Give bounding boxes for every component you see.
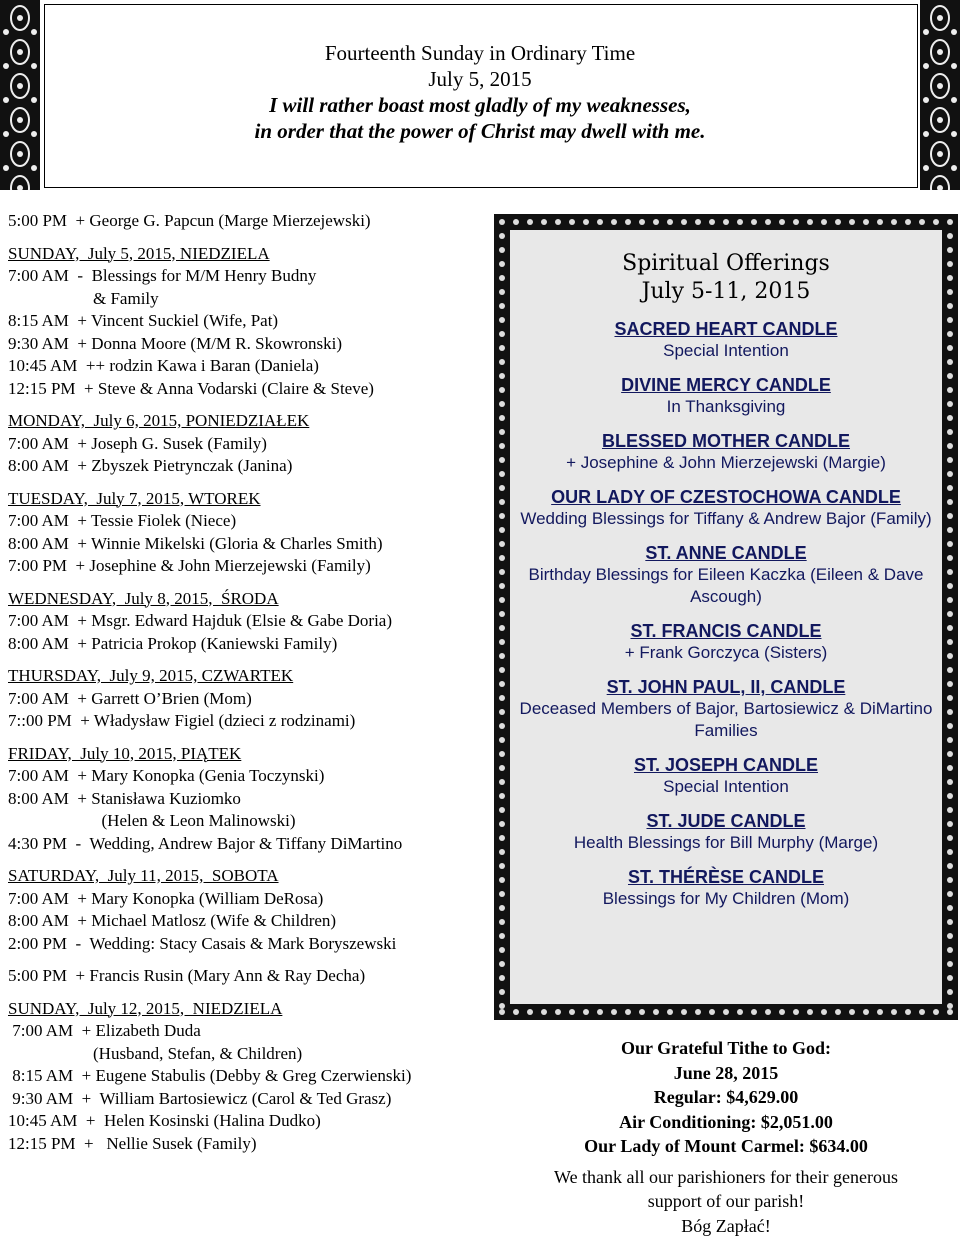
- candle-intention: Blessings for My Children (Mom): [602, 889, 850, 908]
- day-heading: WEDNESDAY, July 8, 2015, ŚRODA: [8, 588, 279, 608]
- candle-intention: In Thanksgiving: [666, 397, 786, 416]
- candle-intention: + Frank Gorczyca (Sisters): [624, 643, 828, 662]
- mass-line: 9:30 AM + Donna Moore (M/M R. Skowronski): [8, 333, 343, 353]
- candle-name: ST. JOHN PAUL, II, CANDLE: [606, 677, 846, 697]
- candle-intention: + Josephine & John Mierzejewski (Margie): [566, 453, 886, 472]
- mass-line: 7:00 AM + Elizabeth Duda: [8, 1021, 201, 1040]
- vine-border-left: [0, 0, 40, 190]
- mass-line: 2:00 PM - Wedding: Stacy Casais & Mark Boryszewski: [8, 933, 397, 953]
- offering-item: [510, 430, 942, 474]
- thanks-line-2: support of our parish!: [647, 1191, 805, 1211]
- mass-line: 7:00 AM + Garrett O’Brien (Mom): [8, 688, 252, 708]
- page-date: July 5, 2015: [428, 67, 532, 91]
- mass-line: 4:30 PM - Wedding, Andrew Bajor & Tiffany DiMartino: [8, 833, 403, 853]
- candle-name: OUR LADY OF CZESTOCHOWA CANDLE: [551, 487, 901, 507]
- candle-intention: Wedding Blessings for Tiffany & Andrew Bajor (Family): [520, 509, 932, 528]
- quote-line-1: I will rather boast most gladly of my weaknesses,: [269, 93, 691, 117]
- tithe-air: Air Conditioning: $2,051.00: [619, 1111, 833, 1132]
- offering-item: [510, 754, 942, 798]
- mass-line: 8:00 AM + Winnie Mikelski (Gloria & Charles Smith): [8, 533, 383, 553]
- mass-days: [8, 243, 488, 956]
- offerings-subtitle: July 5-11, 2015: [641, 279, 811, 304]
- offering-item: [510, 542, 942, 608]
- day-heading: SATURDAY, July 11, 2015, SOBOTA: [8, 866, 279, 885]
- offering-item: [510, 676, 942, 742]
- vine-border-right: [920, 0, 960, 190]
- spiritual-offerings-box: [494, 214, 958, 1020]
- offerings-panel: [510, 230, 942, 1004]
- mass-line: (Husband, Stefan, & Children): [8, 1043, 303, 1063]
- mass-line: 7:00 AM + Msgr. Edward Hajduk (Elsie & Gabe Doria): [8, 611, 392, 630]
- tithe-carmel: Our Lady of Mount Carmel: $634.00: [584, 1136, 868, 1156]
- mass-line: 10:45 AM + Helen Kosinski (Halina Dudko): [8, 1111, 321, 1130]
- mass-line: 7::00 PM + Władysław Figiel (dzieci z rodzinami): [8, 711, 356, 730]
- mass-line: (Helen & Leon Malinowski): [8, 811, 296, 830]
- offering-item: [510, 318, 942, 362]
- candle-name: SACRED HEART CANDLE: [614, 319, 838, 339]
- candle-name: ST. JUDE CANDLE: [646, 811, 806, 831]
- mass-line: 8:00 AM + Michael Matlosz (Wife & Children): [8, 911, 337, 930]
- mass-line: 10:45 AM ++ rodzin Kawa i Baran (Daniela): [8, 356, 319, 375]
- candle-intention: Birthday Blessings for Eileen Kaczka (Eileen & Dave Ascough): [528, 565, 924, 606]
- day-heading: SUNDAY, July 5, 2015, NIEDZIELA: [8, 243, 270, 263]
- next-sunday-lines: [8, 1020, 488, 1155]
- mass-line: 8:15 AM + Eugene Stabulis (Debby & Greg Czerwienski): [8, 1066, 412, 1085]
- day-heading: MONDAY, July 6, 2015, PONIEDZIAŁEK: [8, 411, 310, 430]
- candle-name: ST. THÉRÈSE CANDLE: [627, 867, 825, 887]
- candle-name: DIVINE MERCY CANDLE: [621, 375, 831, 395]
- candle-intention: Special Intention: [663, 341, 789, 360]
- day-heading: TUESDAY, July 7, 2015, WTOREK: [8, 488, 261, 508]
- mass-intentions: [8, 210, 488, 1155]
- day-heading: FRIDAY, July 10, 2015, PIĄTEK: [8, 743, 242, 763]
- vigil-line: 5:00 PM + Francis Rusin (Mary Ann & Ray Decha): [8, 966, 366, 985]
- offering-item: [510, 866, 942, 910]
- mass-line: 8:00 AM + Patricia Prokop (Kaniewski Family): [8, 633, 338, 653]
- offerings-list: [510, 318, 942, 910]
- mass-line: 7:00 AM + Tessie Fiolek (Niece): [8, 511, 237, 530]
- mass-line: 8:15 AM + Vincent Suckiel (Wife, Pat): [8, 311, 279, 330]
- thanks-line-3: Bóg Zapłać!: [681, 1215, 771, 1236]
- mass-line: 12:15 PM + Steve & Anna Vodarski (Claire & Steve): [8, 378, 374, 398]
- mass-line: 7:00 AM + Mary Konopka (Genia Toczynski): [8, 766, 325, 785]
- mass-line: 8:00 AM + Zbyszek Pietrynczak (Janina): [8, 456, 293, 475]
- mass-line: 7:00 AM + Mary Konopka (William DeRosa): [8, 888, 324, 908]
- mass-line: & Family: [8, 288, 159, 308]
- day-heading: THURSDAY, July 9, 2015, CZWARTEK: [8, 666, 294, 685]
- page-title: Fourteenth Sunday in Ordinary Time: [324, 41, 636, 65]
- header-banner: [0, 0, 960, 190]
- candle-name: ST. JOSEPH CANDLE: [633, 755, 819, 775]
- day-heading: SUNDAY, July 12, 2015, NIEDZIELA: [8, 998, 283, 1018]
- mass-line: 5:00 PM + George G. Papcun (Marge Mierzejewski): [8, 211, 371, 230]
- offering-item: [510, 486, 942, 530]
- offerings-title: Spiritual Offerings: [622, 251, 830, 276]
- candle-intention: Deceased Members of Bajor, Bartosiewicz & DiMartino Families: [519, 699, 933, 740]
- mass-line: 7:00 PM + Josephine & John Mierzejewski (Family): [8, 556, 371, 575]
- offering-item: [510, 620, 942, 664]
- header-titles: [44, 40, 916, 144]
- tithe-date: June 28, 2015: [673, 1062, 779, 1083]
- mass-line: 12:15 PM + Nellie Susek (Family): [8, 1133, 257, 1153]
- mass-line: 7:00 AM - Blessings for M/M Henry Budny: [8, 266, 317, 285]
- candle-intention: Health Blessings for Bill Murphy (Marge): [573, 833, 879, 852]
- thanks-line-1: We thank all our parishioners for their generous: [554, 1166, 898, 1187]
- tithe-regular: Regular: $4,629.00: [653, 1087, 799, 1107]
- tithe-section: [494, 1036, 958, 1238]
- mass-line: 9:30 AM + William Bartosiewicz (Carol & Ted Grasz): [8, 1088, 392, 1108]
- offering-item: [510, 374, 942, 418]
- mass-line: 7:00 AM + Joseph G. Susek (Family): [8, 433, 267, 453]
- candle-name: BLESSED MOTHER CANDLE: [601, 431, 850, 451]
- candle-name: ST. ANNE CANDLE: [645, 543, 807, 563]
- candle-name: ST. FRANCIS CANDLE: [630, 621, 822, 641]
- offering-item: [510, 810, 942, 854]
- candle-intention: Special Intention: [663, 777, 789, 796]
- quote-line-2: in order that the power of Christ may dwell with me.: [254, 119, 706, 143]
- mass-line: 8:00 AM + Stanisława Kuziomko: [8, 788, 241, 808]
- tithe-heading: Our Grateful Tithe to God:: [620, 1038, 831, 1058]
